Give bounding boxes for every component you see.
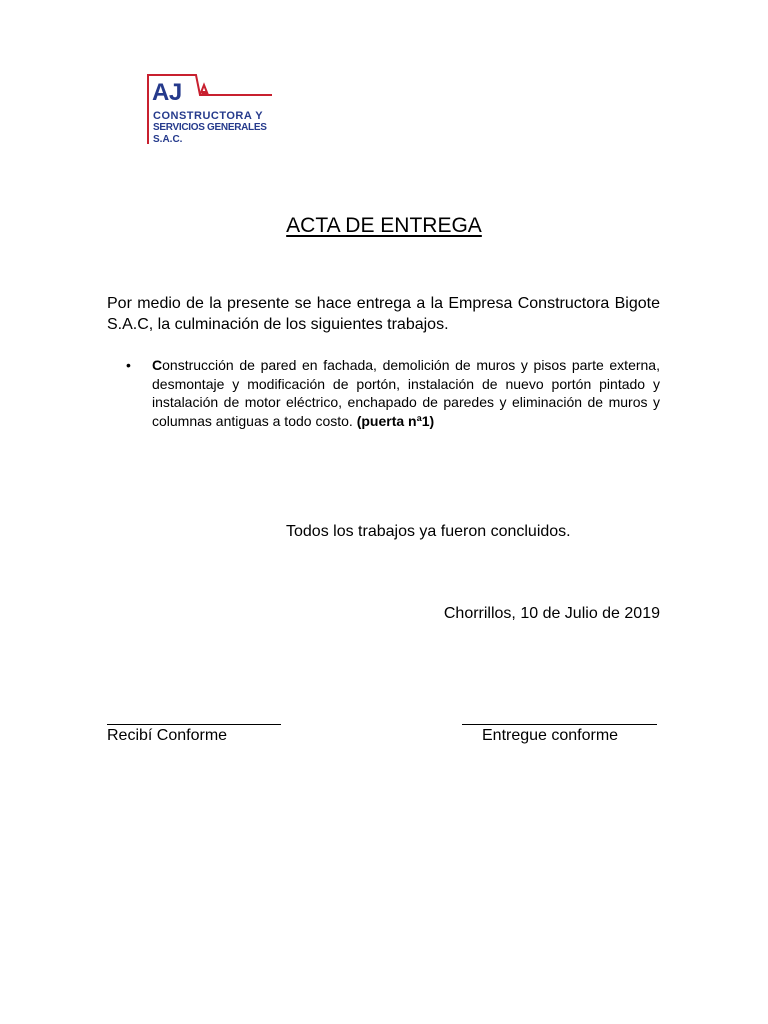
- signature-line-right: [462, 706, 657, 725]
- work-item-initial: C: [152, 357, 163, 373]
- company-logo: [146, 72, 276, 148]
- concluded-statement: Todos los trabajos ya fueron concluidos.: [286, 523, 571, 540]
- door-tag: (puerta nª1): [356, 412, 435, 429]
- work-item: [152, 356, 660, 430]
- signature-label-left: Recibí Conforme: [107, 727, 228, 744]
- place-and-date: Chorrillos, 10 de Julio de 2019: [443, 605, 660, 622]
- logo-line-3: S.A.C.: [153, 134, 183, 145]
- document-title: ACTA DE ENTREGA: [286, 214, 482, 237]
- signature-label-right: Entregue conforme: [482, 727, 619, 744]
- logo-initials: AJ: [152, 79, 182, 106]
- logo-line-2: SERVICIOS GENERALES: [153, 122, 267, 133]
- signature-line-left: [107, 706, 281, 725]
- intro-paragraph: Por medio de la presente se hace entrega a la Empresa Constructora Bigote S.A.C, la culminación de los siguientes trabajos.: [107, 295, 660, 333]
- logo-line-1: CONSTRUCTORA Y: [153, 110, 264, 122]
- signature-delivered: [462, 706, 657, 745]
- bullet-marker: •: [126, 357, 131, 373]
- work-item-text: onstrucción de pared en fachada, demolición de muros y pisos parte externa, desmontaje y modificación de portón, instalación de nuevo portón pintado y instalación de motor eléctrico, enchapado de paredes y eliminación de muros y columnas antiguas a todo costo.: [152, 357, 660, 429]
- signature-received: [107, 706, 281, 745]
